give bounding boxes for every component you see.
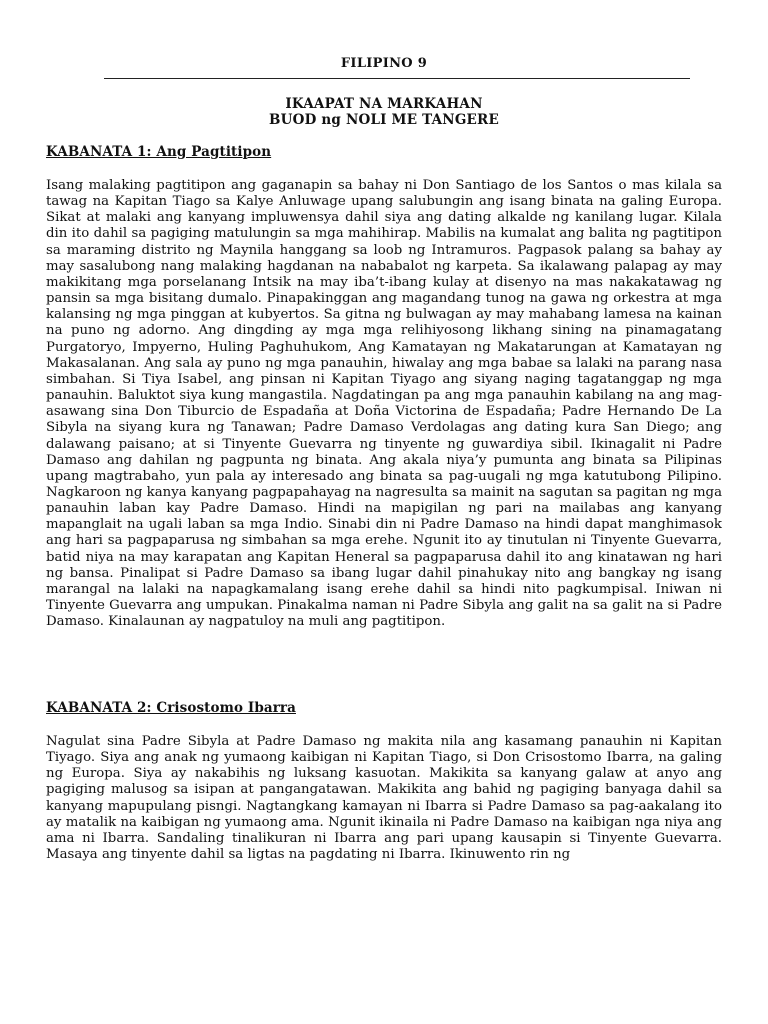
chapter-1-heading: KABANATA 1: Ang Pagtitipon (46, 144, 272, 160)
chapter-2-paragraph: Nagulat sina Padre Sibyla at Padre Damaso ng makita nila ang kasamang panauhin ni Kapitan Tiyago. Siya ang anak ng yumaong kaibigan ni Kapitan Tiago, si Don Crisostomo Ibarra, na galing ng Europa. Siya ay nakabihis ng luksang kasuotan. Makikita sa kanyang galaw at anyo ang pagiging malusog sa isipan at pangangatawan. Makikita ang bahid ng pagiging banyaga dahil sa kanyang mapupulang pisngi. Nagtangkang kamayan ni Ibarra si Padre Damaso sa pag-aakalang ito ay matalik na kaibigan ng yumaong ama. Ngunit ikinaila ni Padre Damaso na kaibigan nga niya ang ama ni Ibarra. Sandaling tinalikuran ni Ibarra ang pari upang kausapin si Tinyente Guevarra. Masaya ang tinyente dahil sa ligtas na pagdating ni Ibarra. Ikinuwento rin ng (46, 734, 722, 863)
subject-header: FILIPINO 9 (340, 56, 428, 71)
chapter-1-paragraph: Isang malaking pagtitipon ang gaganapin sa bahay ni Don Santiago de los Santos o mas kilala sa tawag na Kapitan Tiago sa Kalye Anluwage upang salubungin ang isang binata na galing Europa. Sikat at malaki ang kanyang impluwensya dahil siya ang dating alkalde ng kanilang lugar. Kilala din ito dahil sa pagiging matulungin sa mga mahihirap. Mabilis na kumalat ang balita ng pagtitipon sa maraming distrito ng Maynila hanggang sa loob ng Intramuros. Pagpasok palang sa bahay ay may sasalubong nang malaking hagdanan na nababalot ng karpeta. Sa ikalawang palapag ay may makikitang mga porselanang Intsik na may iba’t-ibang kulay at disenyo na mas nakakatawag ng pansin sa mga bisitang dumalo. Pinapakinggan ang magandang tunog na gawa ng orkestra at mga kalansing ng mga pinggan at kubyertos. Sa gitna ng bulwagan ay may mahabang lamesa na kainan na puno ng adorno. Ang dingding ay mga mga relihiyosong likhang sining na pinamagatang Purgatoryo, Impyerno, Huling Paghuhukom, Ang Kamatayan ng Makatarungan at Kamatayan ng Makasalanan. Ang sala ay puno ng mga panauhin, hiwalay ang mga babae sa lalaki na parang nasa simbahan. Si Tiya Isabel, ang pinsan ni Kapitan Tiyago ang siyang naging tagatanggap ng mga panauhin. Baluktot siya kung mangastila. Nagdatingan pa ang mga panauhin kabilang na ang mag-asawang sina Don Tiburcio de Espadaña at Doña Victorina de Espadaña; Padre Hernando De La Sibyla na siyang kura ng Tanawan; Padre Damaso Verdolagas ang dating kura San Diego; ang dalawang paisano; at si Tinyente Guevarra ng tinyente ng guwardiya sibil. Ikinagalit ni Padre Damaso ang dahilan ng pagpunta ng binata. Ang akala niya’y pumunta ang binata sa Pilipinas upang magtrabaho, yun pala ay interesado ang binata sa pag-uugali ng mga katutubong Pilipino. Nagkaroon ng kanya kanyang pagpapahayag na nagresulta sa mainit na sagutan sa pagitan ng mga panauhin laban kay Padre Damaso. Hindi na mapigilan ng pari na mailabas ang kanyang mapanglait na ugali laban sa mga Indio. Sinabi din ni Padre Damaso na hindi dapat manghimasok ang hari sa pagpaparusa ng simbahan sa mga erehe. Ngunit ito ay tinutulan ni Tinyente Guevarra, batid niya na may karapatan ang Kapitan Heneral sa pagpaparusa dahil ito ang kinatawan ng hari ng bansa. Pinalipat si Padre Damaso sa ibang lugar dahil pinahukay nito ang bangkay ng isang marangal na lalaki na napagkamalang isang erehe dahil sa hindi nito pagkumpisal. Iniwan ni Tinyente Guevarra ang umpukan. Pinakalma naman ni Padre Sibyla ang galit na sa galit na si Padre Damaso. Kinalaunan ay nagpatuloy na muli ang pagtitipon. (46, 178, 722, 630)
header-divider (104, 78, 690, 79)
document-title-line-1: IKAAPAT NA MARKAHAN (285, 96, 483, 112)
chapter-2-heading: KABANATA 2: Crisostomo Ibarra (46, 700, 296, 716)
document-title-line-2: BUOD ng NOLI ME TANGERE (269, 112, 499, 128)
